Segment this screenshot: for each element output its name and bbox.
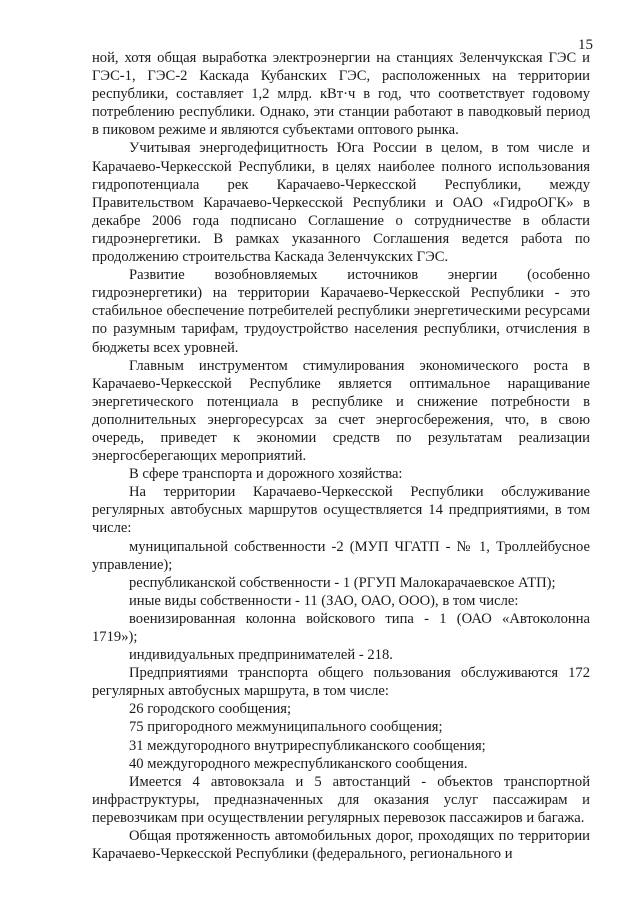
list-item: 75 пригородного межмуниципального сообщения; xyxy=(129,719,443,736)
list-item: индивидуальных предпринимателей - 218. xyxy=(129,647,393,664)
paragraph: Имеется 4 автовокзала и 5 автостанций - объектов транспортной инфраструктуры, предназначенных для оказания услуг пассажирам и перевозчикам при осуществлении регулярных перевозок пассажиров и багажа. xyxy=(92,773,590,826)
section-heading: В сфере транспорта и дорожного хозяйства: xyxy=(129,466,403,483)
page-number: 15 xyxy=(578,37,593,53)
list-item: республиканской собственности - 1 (РГУП Малокарачаевское АТП); xyxy=(129,574,556,591)
list-item: военизированная колонна войскового типа - 1 (ОАО «Автоколонна 1719»); xyxy=(92,610,590,645)
list-item: иные виды собственности - 11 (ЗАО, ОАО, ООО), в том числе: xyxy=(129,592,519,609)
list-item: 31 междугородного внутриреспубликанского сообщения; xyxy=(129,737,486,754)
paragraph: Главным инструментом стимулирования экономического роста в Карачаево-Черкесской Республике является оптимальное наращивание энергетического потенциала в республике и снижение потребности в дополнительных энергоресурсах за счет энергосбережения, что, в свою очередь, приведет к экономии средств по результатам реализации энергосберегающих мероприятий. xyxy=(92,357,590,465)
paragraph: На территории Карачаево-Черкесской Республики обслуживание регулярных автобусных маршрутов осуществляется 14 предприятиями, в том числе: xyxy=(92,484,590,537)
paragraph: Предприятиями транспорта общего пользования обслуживаются 172 регулярных автобусных маршрута, в том числе: xyxy=(92,665,590,700)
list-item: 40 междугородного межреспубликанского сообщения. xyxy=(129,755,468,772)
list-item: муниципальной собственности -2 (МУП ЧГАТП - № 1, Троллейбусное управление); xyxy=(92,538,590,573)
paragraph: Развитие возобновляемых источников энергии (особенно гидроэнергетики) на территории Карачаево-Черкесской Республики - это стабильное обеспечение потребителей республики энергетическими ресурсами по разумным тарифам, трудоустройство населения республики, отчисления в бюджеты всех уровней. xyxy=(92,267,590,356)
paragraph: Общая протяженность автомобильных дорог, проходящих по территории Карачаево-Черкесской Республики (федерального, регионального и xyxy=(92,828,590,863)
paragraph: ной, хотя общая выработка электроэнергии на станциях Зеленчукская ГЭС и ГЭС-1, ГЭС-2 Каскада Кубанских ГЭС, расположенных на территории республики, составляет 1,2 млрд. кВт·ч в год, что соответствует годовому потреблению республики. Однако, эти станции работают в паводковый период в пиковом режиме и являются субъектами оптового рынка. xyxy=(92,50,590,139)
document-body xyxy=(92,49,590,863)
list-item: 26 городского сообщения; xyxy=(129,701,292,718)
paragraph: Учитывая энергодефицитность Юга России в целом, в том числе и Карачаево-Черкесской Республики, в целях наиболее полного использования гидропотенциала рек Карачаево-Черкесской Республики, между Правительством Карачаево-Черкесской Республики и ОАО «ГидроОГК» в декабре 2006 года подписано Соглашение о сотрудничестве в области гидроэнергетики. В рамках указанного Соглашения ведется работа по продолжению строительства Каскада Зеленчукских ГЭС. xyxy=(92,140,590,266)
